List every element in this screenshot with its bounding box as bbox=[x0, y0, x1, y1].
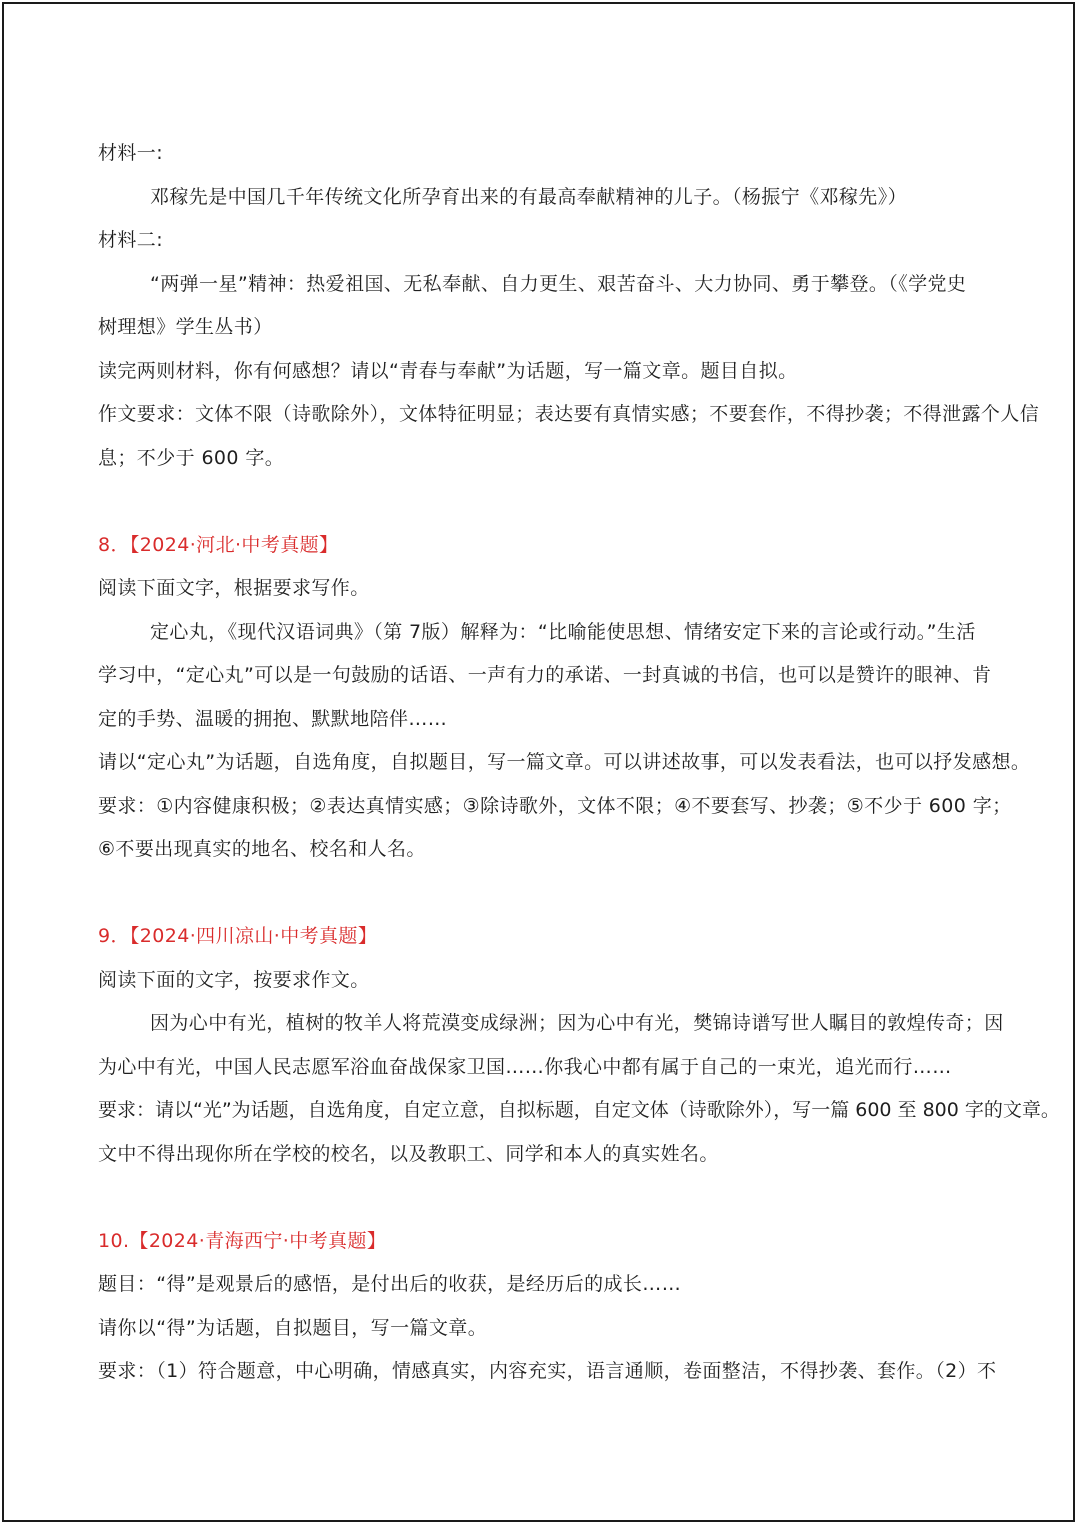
paragraph: 因为心中有光，植树的牧羊人将荒漠变成绿洲；因为心中有光，樊锦诗谱写世人瞩目的敦煌传奇；因 bbox=[150, 1012, 1004, 1034]
paragraph-continuation: 定的手势、温暖的拥抱、默默地陪伴…… bbox=[98, 707, 448, 730]
paragraph-continuation: 为心中有光，中国人民志愿军浴血奋战保家卫国……你我心中都有属于自己的一束光，追光而行…… bbox=[98, 1055, 952, 1078]
requirements-text: 要求：（1）符合题意，中心明确，情感真实，内容充实，语言通顺，卷面整洁，不得抄袭、套作。（2）不 bbox=[98, 1360, 997, 1382]
paragraph-continuation: 学习中，“定心丸”可以是一句鼓励的话语、一声有力的承诺、一封真诚的书信，也可以是赞许的眼神、肯 bbox=[98, 664, 992, 686]
material-two-label: 材料二: bbox=[98, 229, 164, 251]
question-10-heading: 10.【2024·青海西宁·中考真题】 bbox=[98, 1229, 387, 1252]
instruction-text: 阅读下面的文字，按要求作文。 bbox=[98, 968, 370, 991]
question-9-heading: 9．【2024·四川凉山·中考真题】 bbox=[98, 925, 378, 947]
requirements-continuation: ⑥不要出现真实的地名、校名和人名。 bbox=[98, 838, 426, 860]
topic-text: 题目：“得”是观景后的感悟，是付出后的收获，是经历后的成长…… bbox=[98, 1273, 682, 1295]
prompt-text: 读完两则材料，你有何感想？请以“青春与奉献”为话题，写一篇文章。题目自拟。 bbox=[98, 359, 798, 382]
requirements-continuation: 息；不少于 600 字。 bbox=[98, 446, 285, 469]
section-gap bbox=[98, 1176, 998, 1220]
requirements-text: 作文要求：文体不限（诗歌除外），文体特征明显；表达要有真情实感；不要套作，不得抄袭；不得泄露个人信 bbox=[98, 403, 1040, 425]
paragraph: 定心丸，《现代汉语词典》（第 7版）解释为：“比喻能使思想、情绪安定下来的言论或行动。”生活 bbox=[150, 620, 976, 643]
prompt-text: 请以“定心丸”为话题，自选角度，自拟题目，写一篇文章。可以讲述故事，可以发表看法，也可以抒发感想。 bbox=[98, 751, 1031, 773]
section-gap bbox=[98, 480, 998, 524]
requirements-continuation: 文中不得出现你所在学校的校名，以及教职工、同学和本人的真实姓名。 bbox=[98, 1142, 719, 1165]
paragraph-continuation: 树理想》学生丛书） bbox=[98, 316, 273, 338]
document-body bbox=[98, 132, 1060, 1394]
instruction-text: 阅读下面文字，根据要求写作。 bbox=[98, 577, 370, 599]
requirements-text: 要求：请以“光”为话题，自选角度，自定立意，自拟标题，自定文体（诗歌除外），写一篇 600 至 800 字的文章。 bbox=[98, 1099, 1060, 1121]
paragraph: “两弹一星”精神：热爱祖国、无私奉献、自力更生、艰苦奋斗、大力协同、勇于攀登。（《学党史 bbox=[150, 272, 967, 295]
question-8-heading: 8．【2024·河北·中考真题】 bbox=[98, 533, 339, 556]
section-gap bbox=[98, 872, 998, 916]
requirements-text: 要求：①内容健康积极；②表达真情实感；③除诗歌外，文体不限；④不要套写、抄袭；⑤不少于 600 字； bbox=[98, 794, 1012, 817]
paragraph: 邓稼先是中国几千年传统文化所孕育出来的有最高奉献精神的儿子。（杨振宁《邓稼先》） bbox=[150, 185, 908, 208]
prompt-text: 请你以“得”为话题，自拟题目，写一篇文章。 bbox=[98, 1316, 488, 1339]
material-one-label: 材料一: bbox=[98, 142, 164, 164]
